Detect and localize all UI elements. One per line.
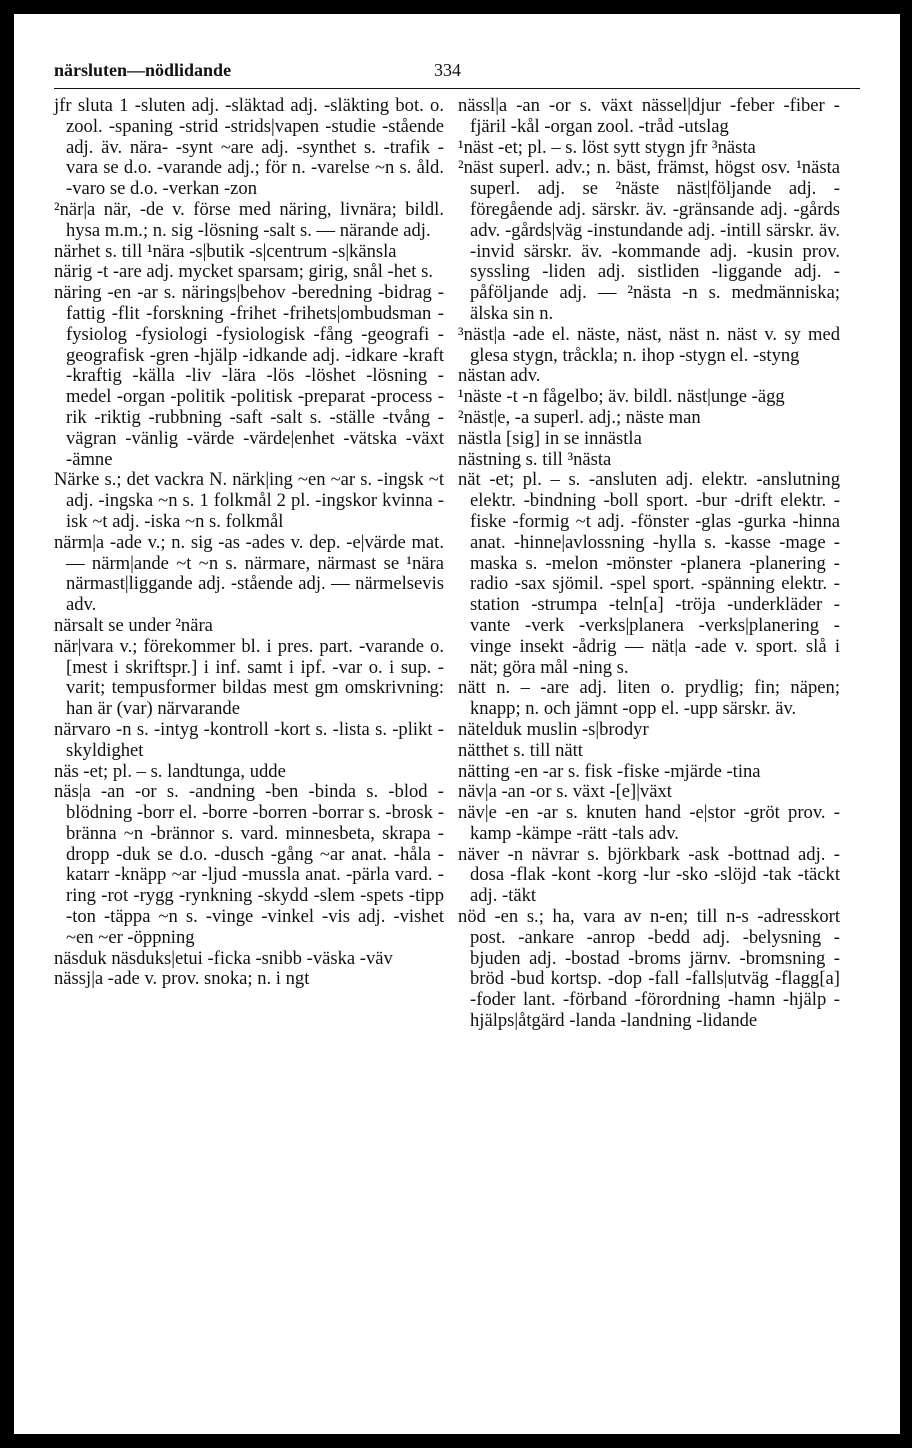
dictionary-page <box>14 14 900 1434</box>
entry: näsduk näsduks|etui -ficka -snibb -väska -väv <box>54 947 393 969</box>
entry: nöd -en s.; ha, vara av n-en; till n-s -adresskort post. -ankare -anrop -bedd adj. -belysning -bjuden adj. -bostad -broms järnv. -bromsning -bröd -bud kortsp. -dop -fall -falls|utväg -flagg[a] -foder lant. -förband -förordning -hamn -hjälp -hjälps|åtgärd -landa -landning -lidande <box>458 906 840 1032</box>
entry: ¹näst -et; pl. – s. löst sytt stygn jfr ³nästa <box>458 136 756 158</box>
entry: ¹näste -t -n fågelbo; äv. bildl. näst|unge -ägg <box>458 386 785 408</box>
page-number: 334 <box>434 60 461 80</box>
header-rule <box>54 88 860 89</box>
entry: närvaro -n s. -intyg -kontroll -kort s. -lista s. -plikt -skyldighet <box>54 718 444 761</box>
entry: jfr sluta 1 -sluten adj. -släktad adj. -släkting bot. o. zool. -spaning -strid -strids|vapen -studie -stående adj. äv. nära- -synt ~are adj. -synthet s. -trafik -vara se d.o. -varande adj.; för n. -varelse ~n s. åld. -varo se d.o. -verkan -zon <box>54 95 444 200</box>
entry: närsalt se under ²nära <box>54 614 213 636</box>
entry: nästla [sig] in se innästla <box>458 427 642 449</box>
entry: ²näst|e, -a superl. adj.; näste man <box>458 406 701 428</box>
entry: ²när|a när, -de v. förse med näring, livnära; bildl. hysa m.m.; n. sig -lösning -salt s. — närande adj. <box>54 198 444 241</box>
entry: ³näst|a -ade el. näste, näst, näst n. näst v. sy med glesa stygn, tråckla; n. ihop -stygn el. -styng <box>458 323 840 366</box>
entry: näv|e -en -ar s. knuten hand -e|stor -gröt prov. -kamp -kämpe -rätt -tals adv. <box>458 802 840 844</box>
entry: nässl|a -an -or s. växt nässel|djur -feber -fiber -fjäril -kål -organ zool. -tråd -utslag <box>458 95 840 137</box>
left-column <box>54 96 444 990</box>
entry: nätelduk muslin -s|brodyr <box>458 718 649 740</box>
entry: nästning s. till ³nästa <box>458 448 612 470</box>
entry: nätthet s. till nätt <box>458 739 583 761</box>
entry: Närke s.; det vackra N. närk|ing ~en ~ar s. -ingsk ~t adj. -ingska ~n s. 1 folkmål 2 pl. -ingskor kvinna -isk ~t adj. -iska ~n s. folkmål <box>54 469 444 532</box>
entry: nätt n. – -are adj. liten o. prydlig; fin; näpen; knapp; n. och jämnt -opp el. -upp särskr. äv. <box>458 677 840 720</box>
entry: nästan adv. <box>458 365 541 387</box>
entry: näver -n nävrar s. björkbark -ask -bottnad adj. -dosa -flak -kont -korg -lur -sko -slöjd -tak -täckt adj. -täkt <box>458 843 840 907</box>
entry: näs -et; pl. – s. landtunga, udde <box>54 760 286 782</box>
entry: nät -et; pl. – s. -ansluten adj. elektr. -anslutning elektr. -bindning -boll sport. -bur -drift elektr. -fiske -formig ~t adj. -fönster -glas -gurka -hinna anat. -hinne|avlossning -hylla s. -kasse -mage -maska s. -melon -mönster -planera -planering -radio -sax sjömil. -spel sport. -spänning elektr. -station -strumpa -teln[a] -tröja -underkläder -vante -verk -verks|planera -verks|planering -vinge insekt -ådrig — nät|a -ade v. sport. slå i nät; göra mål -ning s. <box>458 469 840 678</box>
entry: näv|a -an -or s. växt -[e]|växt <box>458 781 672 803</box>
right-column <box>458 96 840 1032</box>
entry: nässj|a -ade v. prov. snoka; n. i ngt <box>54 968 310 990</box>
entry: närig -t -are adj. mycket sparsam; girig, snål -het s. <box>54 261 433 283</box>
entry: när|vara v.; förekommer bl. i pres. part. -varande o. [mest i skriftspr.] i inf. samt i ipf. -var o. i sup. -varit; tempusformer bildas mest gm omskrivning: han är (var) närvarande <box>54 635 444 720</box>
entry: närm|a -ade v.; n. sig -as -ades v. dep. -e|värde mat. — närm|ande ~t ~n s. närmare, närmast se ¹nära närmast|liggande adj. -stående adj. — närmelsevis adv. <box>54 531 444 616</box>
entry: näs|a -an -or s. -andning -ben -binda s. -blod -blödning -borr el. -borre -borren -borrar s. -brosk -bränna ~n -brännor s. vard. minnesbeta, skrapa -dropp -duk se d.o. -dusch -gång ~ar anat. -håla -katarr -knäpp ~ar -ljud -mussla anat. -pärla vard. -ring -rot -rygg -rynkning -skydd -slem -spets -tipp -ton -täppa ~n s. -vinge -vinkel -vis adj. -vishet ~en ~er -öppning <box>54 781 444 948</box>
entry: nätting -en -ar s. fisk -fiske -mjärde -tina <box>458 760 761 782</box>
entry: närhet s. till ¹nära -s|butik -s|centrum -s|känsla <box>54 240 397 262</box>
guide-words: närsluten—nödlidande <box>54 60 232 80</box>
running-header <box>54 60 860 88</box>
entry: ²näst superl. adv.; n. bäst, främst, högst osv. ¹nästa superl. adj. se ²näste näst|följande adj. -föregående adj. särskr. äv. -gränsande adj. -gårds adv. -gårds|väg -instundande adj. -intill särskr. äv. -invid särskr. äv. -kommande adj. -kusin prov. syssling -liden adj. sistliden -liggande adj. -påföljande adj. — ²nästa -n s. medmänniska; älska sin n. <box>458 157 840 324</box>
entry: näring -en -ar s. närings|behov -beredning -bidrag -fattig -flit -forskning -frihet -frihets|ombudsman -fysiolog -fysiologi -fysiologisk -fång -geografi -geografisk -gren -hjälp -idkande adj. -idkare -kraft -kraftig -källa -liv -lära -lös -löshet -lösning -medel -organ -politik -politisk -preparat -process -rik -riktig -rubbning -saft -salt s. -ställe -tvång -vägran -vänlig -värde -värde|enhet -vätska -växt -ämne <box>54 282 444 470</box>
